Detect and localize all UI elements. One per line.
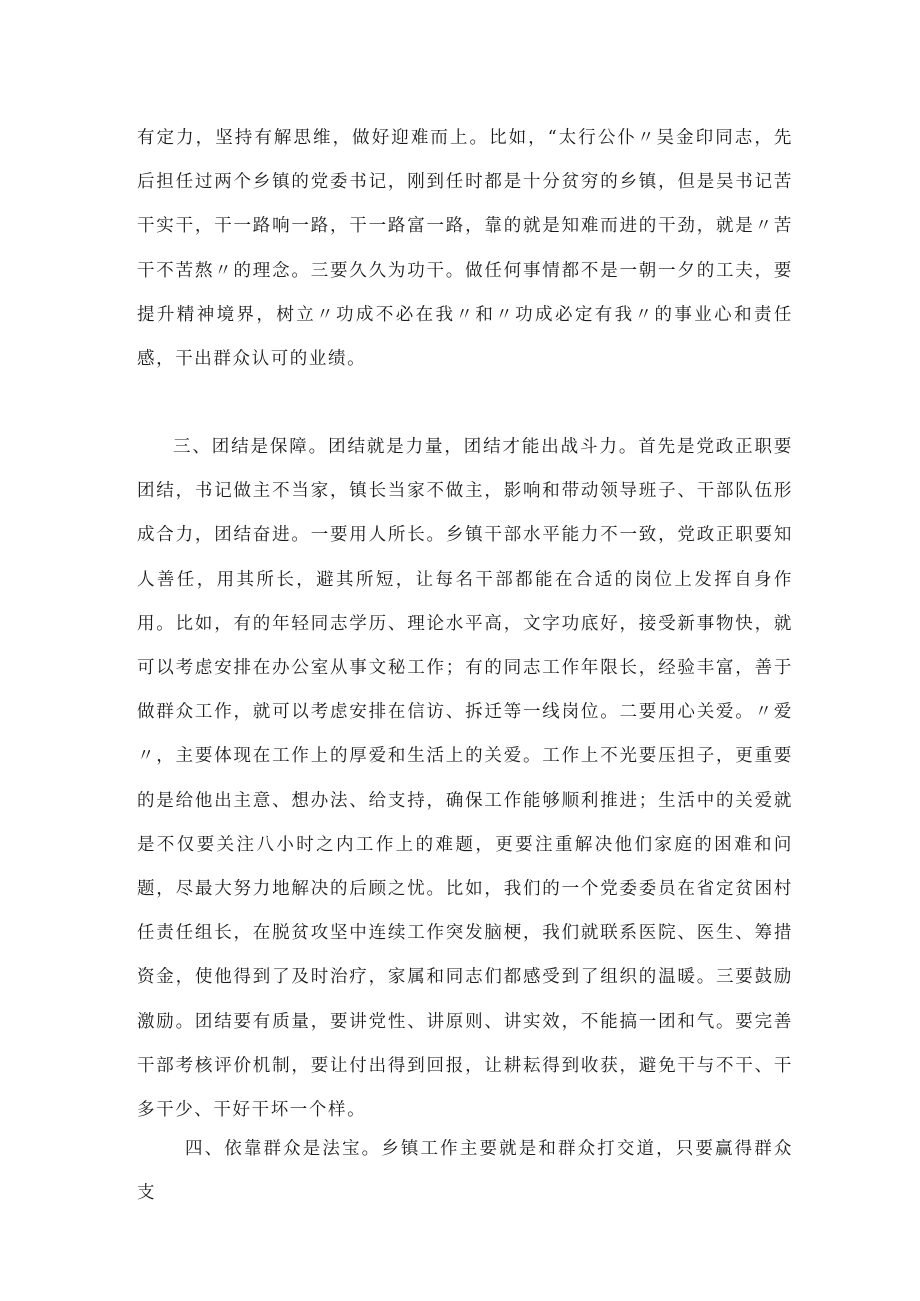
paragraph-continuation: 有定力，坚持有解思维，做好迎难而上。比如，“太行公仆〃吴金印同志，先后担任过两个乡镇的党委书记，刚到任时都是十分贫穷的乡镇，但是吴书记苦干实干，干一路响一路，干一路富一路，靠的就是知难而进的干劲，就是〃苦干不苦熬〃的理念。三要久久为功干。做任何事情都不是一朝一夕的工夫，要提升精神境界，树立〃功成不必在我〃和〃功成必定有我〃的事业心和责任感，干出群众认可的业绩。: [137, 128, 793, 370]
paragraph-section-four: 四、依靠群众是法宝。乡镇工作主要就是和群众打交道，只要赢得群众支: [137, 1139, 793, 1204]
paragraph-section-three: 三、团结是保障。团结就是力量，团结才能出战斗力。首先是党政正职要团结，书记做主不当家，镇长当家不做主，影响和带动领导班子、干部队伍形成合力，团结奋进。一要用人所长。乡镇干部水平能力不一致，党政正职要知人善任，用其所长，避其所短，让每名干部都能在合适的岗位上发挥自身作用。比如，有的年轻同志学历、理论水平高，文字功底好，接受新事物快，就可以考虑安排在办公室从事文秘工作；有的同志工作年限长，经验丰富，善于做群众工作，就可以考虑安排在信访、拆迁等一线岗位。二要用心关爱。〃爱〃，主要体现在工作上的厚爱和生活上的关爱。工作上不光要压担子，更重要的是给他出主意、想办法、给支持，确保工作能够顺利推进；生活中的关爱就是不仅要关注八小时之内工作上的难题，更要注重解决他们家庭的困难和问题，尽最大努力地解决的后顾之忧。比如，我们的一个党委委员在省定贫困村任责任组长，在脱贫攻坚中连续工作突发脑梗，我们就联系医院、医生、筹措资金，使他得到了及时治疗，家属和同志们都感受到了组织的温暖。三要鼓励激励。团结要有质量，要讲党性、讲原则、讲实效，不能搞一团和气。要完善干部考核评价机制，要让付出得到回报，让耕耘得到收获，避免干与不干、干多干少、干好干坏一个样。: [137, 437, 793, 1121]
